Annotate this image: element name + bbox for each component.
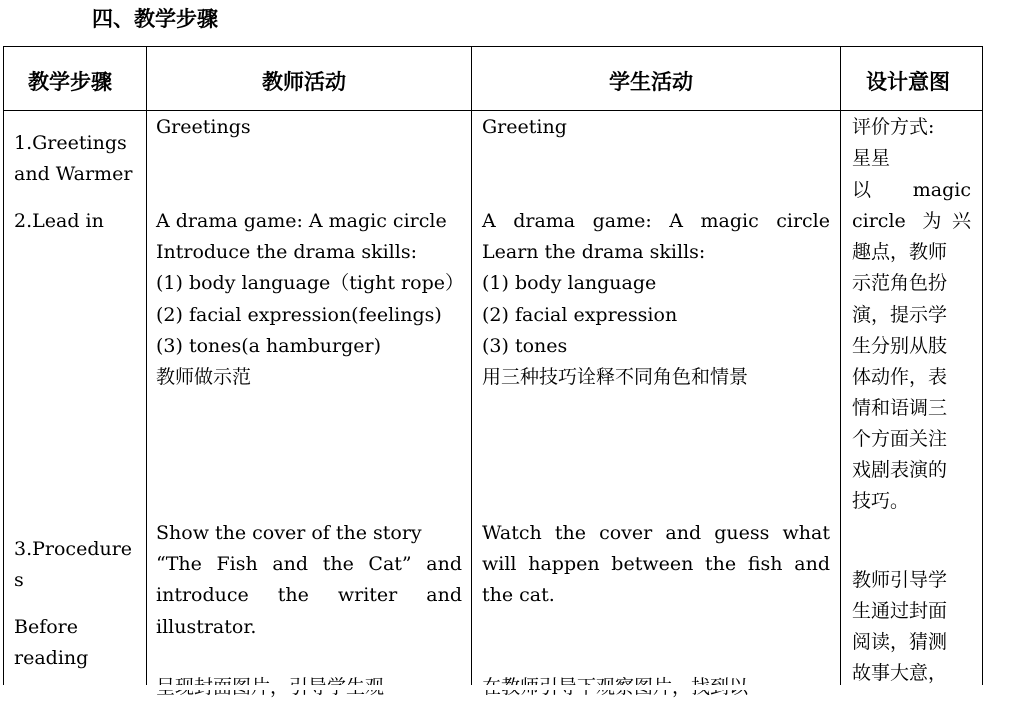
design-line: 技巧。 — [852, 490, 910, 512]
design-line: 体动作，表 — [852, 366, 948, 388]
design-line: 戏剧表演的 — [852, 459, 948, 481]
design-line: 趣点，教师 — [852, 241, 948, 263]
design-line: 生分别从肢 — [852, 335, 948, 357]
step-greetings: 1.Greetings — [14, 132, 127, 154]
step-procedures-line2: s — [14, 569, 24, 591]
design-line: 生通过封面 — [852, 600, 948, 622]
design-line: 演，提示学 — [852, 304, 948, 326]
student-procedure-line: the cat. — [482, 584, 555, 606]
teacher-procedure-line: Show the cover of the story — [156, 522, 422, 544]
student-lead-line: (3) tones — [482, 335, 568, 357]
teacher-lead-line: 教师做示范 — [156, 366, 252, 388]
design-line: 示范角色扮 — [852, 272, 948, 294]
student-greeting: Greeting — [482, 116, 567, 138]
teacher-lead-line: A drama game: A magic circle — [156, 210, 447, 232]
design-line: 教师引导学 — [852, 569, 948, 591]
header-teacher-activity: 教师活动 — [262, 69, 346, 94]
col-border-4 — [982, 46, 983, 690]
teacher-greetings: Greetings — [156, 116, 251, 138]
student-procedure-line: will happen between the fish and — [482, 553, 830, 575]
step-greetings-line2: and Warmer — [14, 163, 133, 185]
step-reading: reading — [14, 647, 89, 669]
header-divider — [3, 110, 983, 111]
student-lead-line: A drama game: A magic circle — [482, 210, 830, 232]
teacher-lead-line: (3) tones(a hamburger) — [156, 335, 382, 357]
design-line: circle 为兴 — [852, 210, 971, 232]
header-design-intent: 设计意图 — [866, 69, 950, 94]
header-steps: 教学步骤 — [28, 69, 112, 94]
student-lead-line: (1) body language — [482, 272, 657, 294]
teacher-procedure-line: introduce the writer and — [156, 584, 462, 606]
design-line: 以 magic — [852, 179, 971, 201]
design-line: 故事大意， — [852, 662, 948, 684]
header-student-activity: 学生活动 — [609, 69, 693, 94]
step-lead-in: 2.Lead in — [14, 210, 104, 232]
student-lead-line: Learn the drama skills: — [482, 241, 706, 263]
teacher-lead-line: (1) body language（tight rope） — [156, 272, 464, 294]
design-line: 情和语调三 — [852, 397, 948, 419]
teacher-procedure-line: “The Fish and the Cat” and — [156, 553, 462, 575]
page-bottom-clip — [0, 685, 1015, 690]
design-line: 评价方式: — [852, 116, 935, 138]
step-before: Before — [14, 616, 79, 638]
student-lead-line: (2) facial expression — [482, 304, 678, 326]
section-title: 四、教学步骤 — [92, 6, 218, 31]
design-line: 个方面关注 — [852, 428, 948, 450]
teacher-lead-line: (2) facial expression(feelings) — [156, 304, 442, 326]
student-lead-line: 用三种技巧诠释不同角色和情景 — [482, 366, 749, 388]
design-line: 星星 — [852, 147, 891, 169]
student-procedure-line: Watch the cover and guess what — [482, 522, 830, 544]
col-border-1 — [146, 46, 147, 690]
step-procedures: 3.Procedure — [14, 538, 133, 560]
col-border-2 — [471, 46, 472, 690]
col-border-3 — [840, 46, 841, 690]
table-border-top — [3, 46, 983, 47]
teacher-lead-line: Introduce the drama skills: — [156, 241, 417, 263]
col-border-0 — [3, 46, 4, 690]
design-line: 阅读，猜测 — [852, 631, 948, 653]
teacher-procedure-line: illustrator. — [156, 616, 257, 638]
